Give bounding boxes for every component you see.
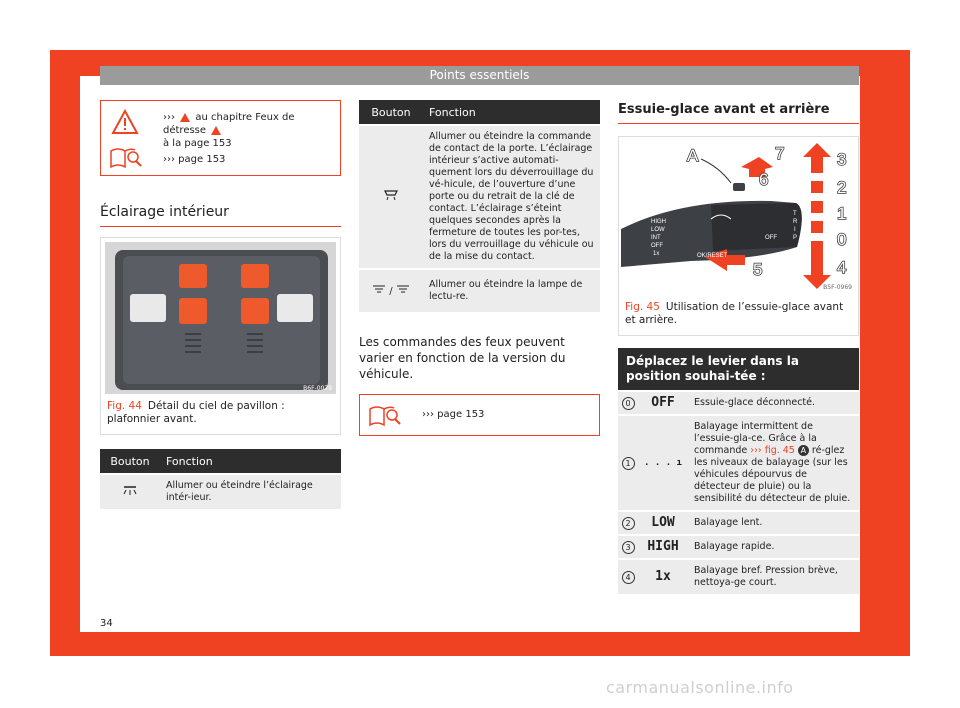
svg-text:1x: 1x [653,251,660,257]
note-prefix: ››› [163,112,175,123]
position-number: 1 [622,457,635,470]
instruction-heading: Déplacez le levier dans la position souhai-tée : [618,348,859,390]
figure-number: Fig. 44 [107,400,142,412]
note-line1: au chapitre Feux de détresse [163,112,295,136]
buttons-table-1 [100,449,341,509]
book-magnifier-icon [368,403,402,427]
svg-text:INT: INT [651,235,661,241]
table-row [618,391,859,415]
off-symbol: OFF [638,391,688,415]
note-page-ref[interactable]: ››› page 153 [422,409,485,420]
book-magnifier-icon [109,145,143,169]
table-row [618,415,859,511]
svg-text:P: P [793,235,798,241]
reading-lamp-left-icon [372,286,386,297]
svg-text:T: T [793,211,797,217]
page-number: 34 [100,618,113,629]
col-header-function: Fonction [160,449,341,474]
callout-6: 6 [759,170,769,189]
figure-45 [618,136,859,336]
table-row [359,125,600,269]
hazard-triangle-icon [211,126,221,135]
table-row [100,474,341,509]
position-number: 3 [622,541,635,554]
figure-caption-text: Détail du ciel de pavillon : plafonnier avant. [107,400,285,425]
svg-text:HIGH: HIGH [651,219,666,225]
text-before-ref: Balayage intermittent de l’essuie-gla-ce. Grâce à la commande [694,421,817,456]
note-line2: à la page 153 [163,138,232,149]
section-title-wipers: Essuie-glace avant et arrière [618,102,859,124]
svg-text:I: I [794,227,796,233]
figure-caption [619,295,858,335]
warning-note-box [100,100,341,176]
callout-1: 1 [837,204,847,223]
table-row [618,535,859,559]
door-contact-icon [359,125,423,269]
callout-2: 2 [837,178,847,197]
reading-lamp-right-icon [396,286,410,297]
intermittent-symbol: . . . ı [638,415,688,511]
col-header-button: Bouton [100,449,160,474]
ref-note-box [359,394,600,436]
warning-triangle-icon [111,109,139,135]
position-text: Essuie-glace déconnecté. [688,391,859,415]
svg-text:LOW: LOW [651,227,665,233]
reading-lamp-cell [359,269,423,312]
text-after-ref: ré-glez les niveaux de balayage (sur les véhicules dépourvus de détecteur de pluie) ou la sensibilité du détecteur de pluie. [694,445,851,504]
position-text: Balayage bref. Pression brève, nettoya-ge court. [688,559,859,594]
ceiling-panel-illustration [105,242,336,394]
icon-separator: / [389,286,393,297]
callout-4: 4 [837,258,847,277]
function-text: Allumer ou éteindre l’éclairage intér-ieur. [160,474,341,509]
position-number: 0 [622,397,635,410]
figure-caption-text: Utilisation de l’essuie-glace avant et arrière. [625,301,844,326]
function-text: Allumer ou éteindre la lampe de lectu-re. [423,269,600,312]
buttons-table-2 [359,100,600,312]
table-row [618,511,859,535]
col-header-button: Bouton [359,100,423,125]
callout-7: 7 [775,144,785,163]
wiper-lever-illustration [621,139,856,293]
single-wipe-symbol: 1x [638,559,688,594]
column-left [100,100,341,509]
col-header-function: Fonction [423,100,600,125]
figure-code: B5F-0969 [823,284,852,291]
function-text: Allumer ou éteindre la commande de contact de la porte. L’éclairage intérieur s’active automati-quement lors du déverrouillage du vé-hicule, de l’ouverture d’une porte ou du retrait de la clé de contact. L’éclairage s’éteint quelques secondes après la fermeture de toutes les por-tes, lors du verrouillage du véhicule ou de la mise du contact. [423,125,600,269]
position-number: 2 [622,517,635,530]
callout-5: 5 [753,260,763,279]
position-text [688,415,859,511]
table-row [618,559,859,594]
warning-note-text [163,111,340,150]
callout-0: 0 [837,230,847,249]
watermark: carmanualsonline.info [606,678,794,697]
section-title-interior-lighting: Éclairage intérieur [100,204,341,227]
high-symbol: HIGH [638,535,688,559]
wiper-positions-table [618,390,859,594]
figure-44 [100,237,341,435]
callout-3: 3 [837,150,847,169]
note-page-ref[interactable]: ››› page 153 [163,154,226,165]
svg-text:OK/RESET: OK/RESET [697,253,728,259]
ceiling-light-photo [105,242,336,394]
low-symbol: LOW [638,511,688,535]
callout-badge: A [798,445,809,456]
column-middle [359,100,600,436]
controls-note-paragraph: Les commandes des feux peuvent varier en fonction de la version du véhicule. [359,335,566,381]
position-text: Balayage lent. [688,511,859,535]
table-row [359,269,600,312]
column-right [618,100,859,594]
page-header: Points essentiels [100,66,859,85]
svg-text:R: R [793,219,798,225]
callout-A: A [687,146,699,165]
figure-number: Fig. 45 [625,301,660,313]
position-text: Balayage rapide. [688,535,859,559]
svg-text:OFF: OFF [651,243,663,249]
interior-light-icon [100,474,160,509]
hazard-triangle-icon [180,113,190,122]
position-number: 4 [622,571,635,584]
fig-ref-link[interactable]: ››› fig. 45 [750,445,795,456]
figure-code: B6F-0079 [303,385,332,392]
svg-text:OFF: OFF [765,235,777,241]
figure-caption [101,394,340,434]
